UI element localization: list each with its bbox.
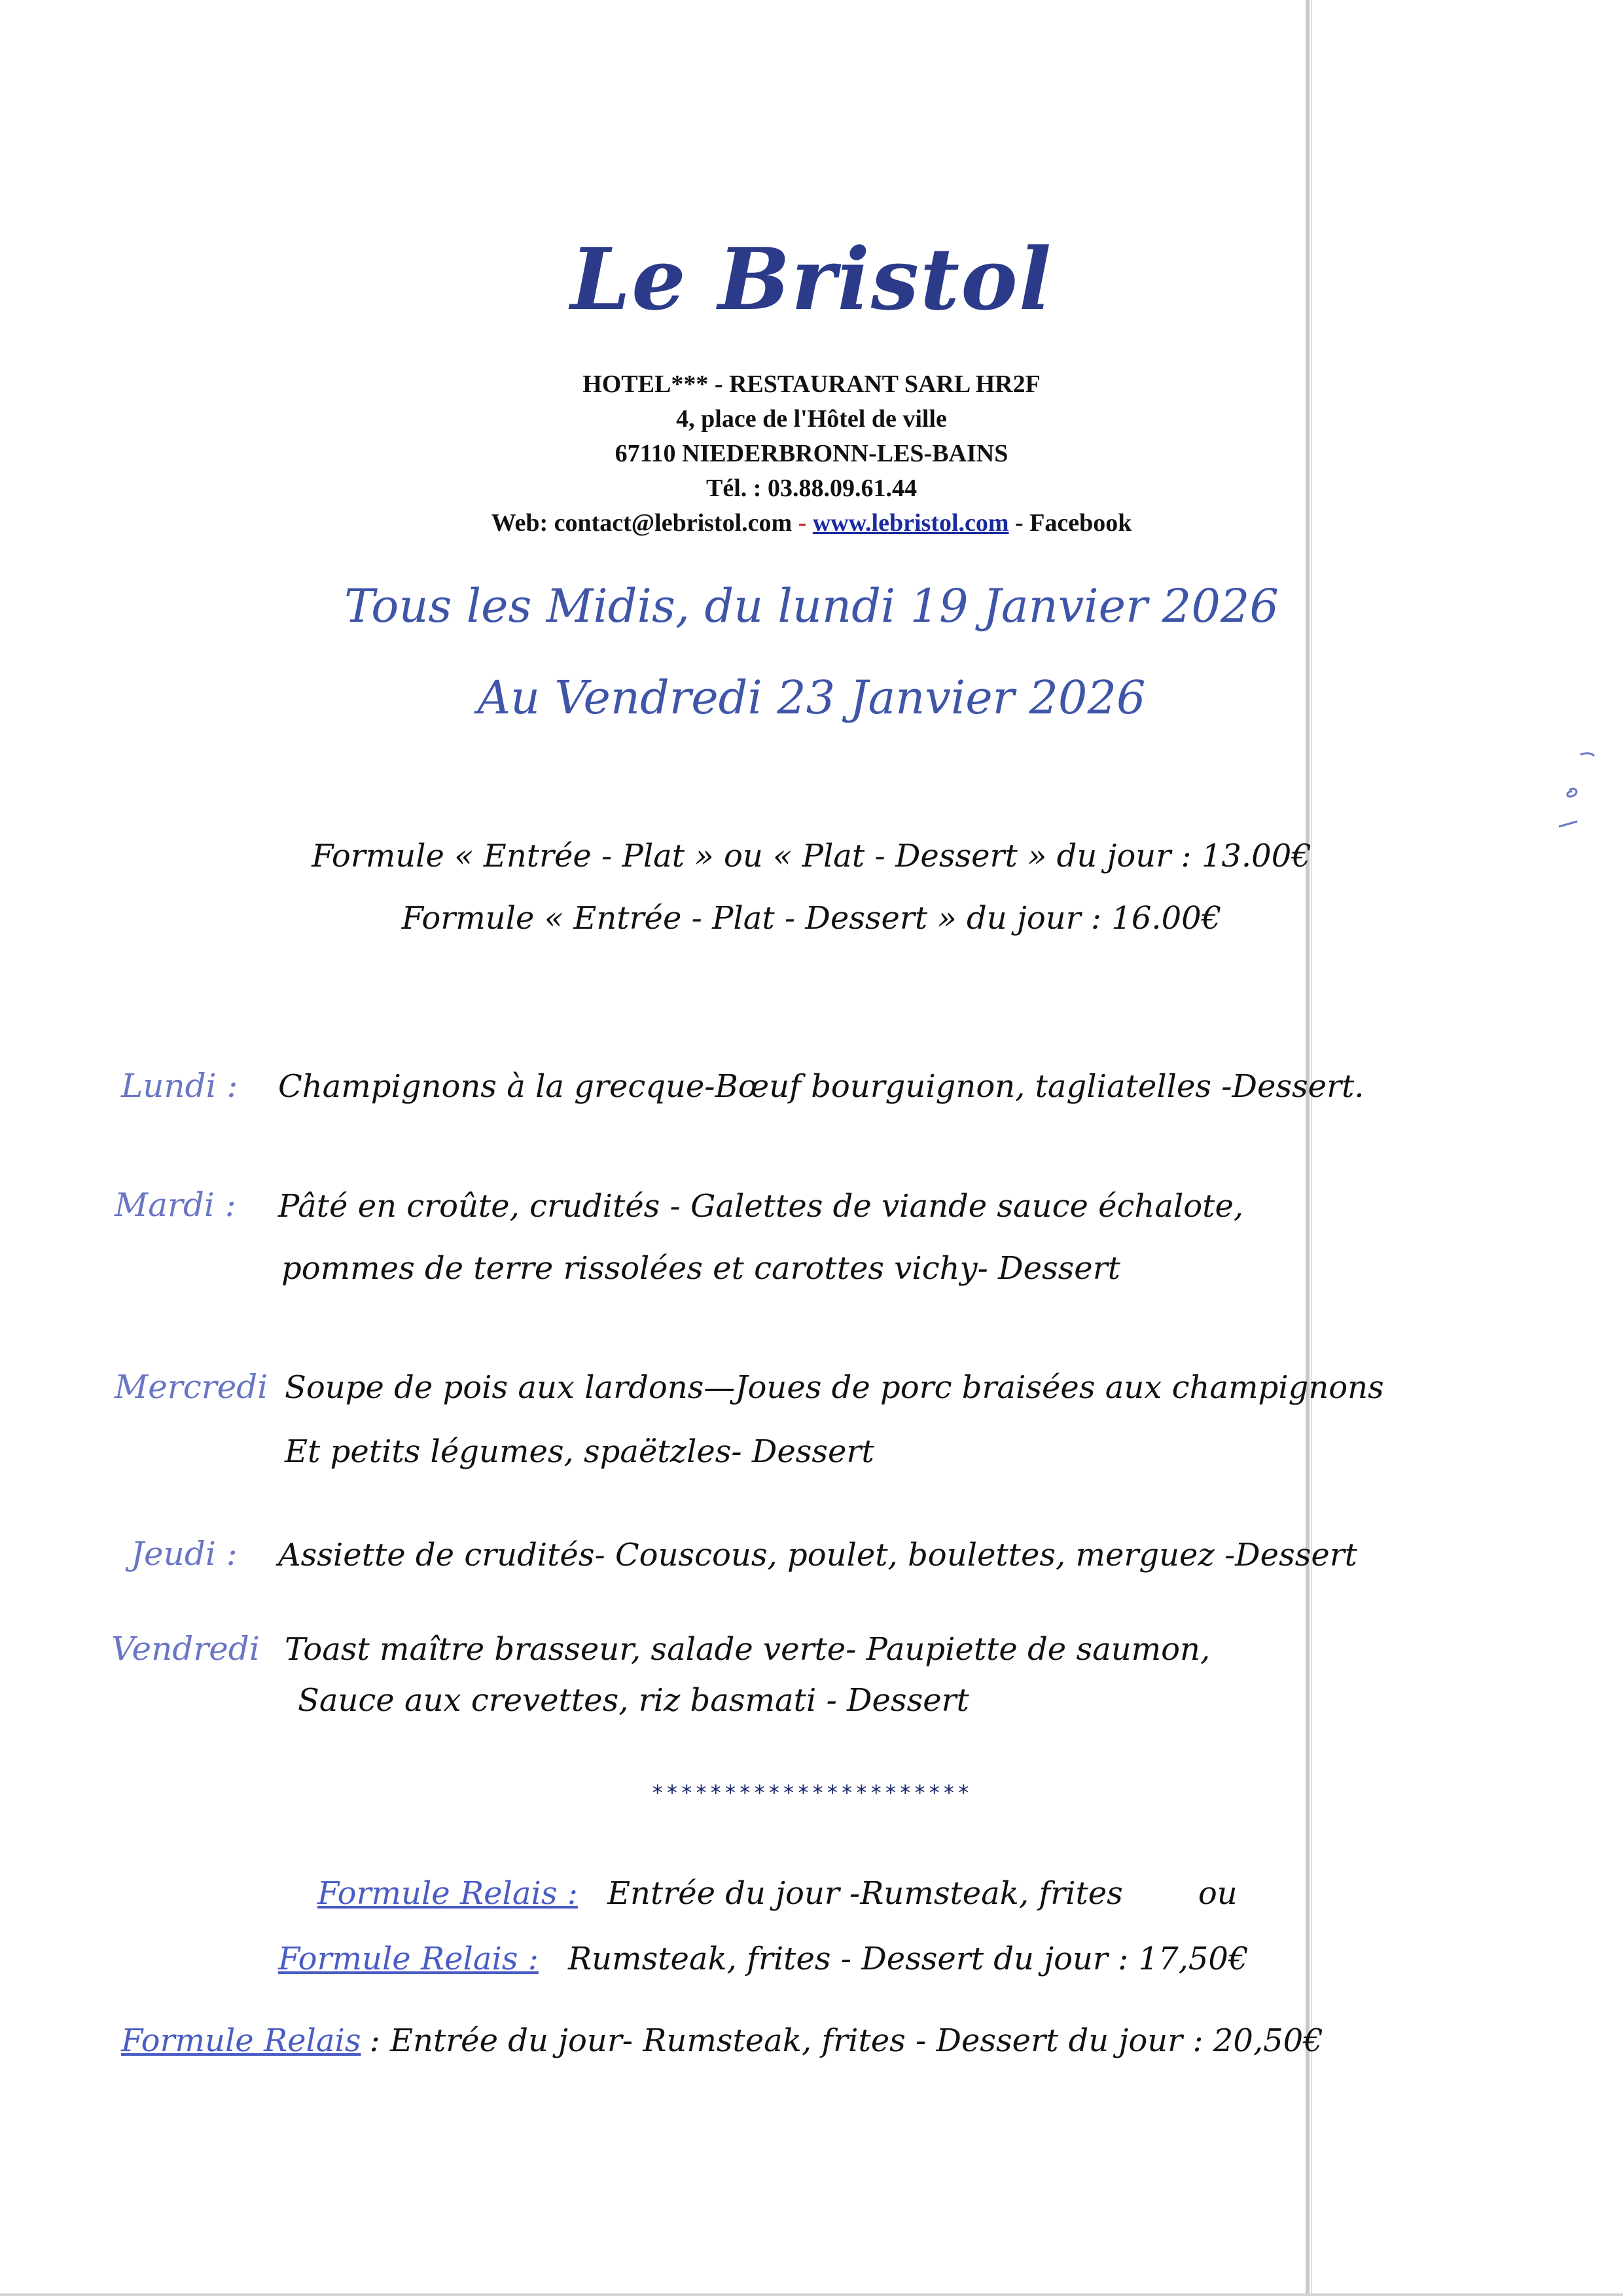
header-city: 67110 NIEDERBRONN-LES-BAINS bbox=[615, 440, 1008, 467]
header-separator: - bbox=[792, 509, 813, 537]
header-facebook: - Facebook bbox=[1008, 509, 1132, 537]
formule-line-2: Formule « Entrée - Plat - Dessert » du jour : 16.00€ bbox=[401, 900, 1222, 937]
relais-text: : Entrée du jour- Rumsteak, frites - Dessert du jour : 20,50€ bbox=[369, 2022, 1323, 2059]
header-company: HOTEL*** - RESTAURANT SARL HR2F bbox=[582, 370, 1041, 398]
header-web bbox=[0, 509, 1623, 537]
day-label-jeudi: Jeudi : bbox=[131, 1535, 238, 1573]
scan-bottom-edge bbox=[0, 2293, 1623, 2296]
period-line-1: Tous les Midis, du lundi 19 Janvier 2026 bbox=[344, 579, 1279, 633]
day-label-mardi: Mardi : bbox=[115, 1186, 236, 1224]
dish-line: Soupe de pois aux lardons—Joues de porc braisées aux champignons bbox=[285, 1369, 1384, 1406]
relais-label: Formule Relais : bbox=[278, 1941, 539, 1977]
relais-label: Formule Relais bbox=[121, 2022, 361, 2059]
scan-fold-line-shadow bbox=[1311, 0, 1312, 2296]
dish-line: Pâté en croûte, crudités - Galettes de viande sauce échalote, bbox=[278, 1188, 1244, 1225]
relais-row-1 bbox=[317, 1875, 1238, 1912]
restaurant-logo: Le Bristol bbox=[570, 229, 1053, 329]
relais-text: Entrée du jour -Rumsteak, frites bbox=[607, 1875, 1123, 1912]
website-link[interactable]: www.lebristol.com bbox=[812, 509, 1009, 537]
dish-line: Champignons à la grecque-Bœuf bourguignon, tagliatelles -Dessert. bbox=[278, 1068, 1364, 1105]
day-label-vendredi: Vendredi bbox=[111, 1630, 260, 1668]
formule-line-1: Formule « Entrée - Plat » ou « Plat - Dessert » du jour : 13.00€ bbox=[312, 838, 1311, 874]
day-label-mercredi: Mercredi bbox=[115, 1368, 268, 1406]
stars-separator: ********************** bbox=[651, 1780, 972, 1805]
relais-text: Rumsteak, frites - Dessert du jour : 17,50€ bbox=[568, 1941, 1249, 1977]
header-address: 4, place de l'Hôtel de ville bbox=[676, 405, 947, 433]
dish-line: Sauce aux crevettes, riz basmati - Dessert bbox=[298, 1682, 969, 1719]
dish-line: Assiette de crudités- Couscous, poulet, boulettes, merguez -Dessert bbox=[278, 1537, 1357, 1573]
period-line-2: Au Vendredi 23 Janvier 2026 bbox=[477, 671, 1146, 725]
relais-label: Formule Relais : bbox=[317, 1875, 578, 1912]
dish-line: pommes de terre rissolées et carottes vichy- Dessert bbox=[281, 1250, 1120, 1287]
header-phone: Tél. : 03.88.09.61.44 bbox=[706, 475, 917, 502]
header-email: Web: contact@lebristol.com bbox=[491, 509, 793, 537]
relais-row-3 bbox=[121, 2022, 1323, 2059]
relais-suffix: ou bbox=[1198, 1875, 1238, 1912]
relais-row-2 bbox=[278, 1941, 1248, 1977]
margin-scribble-mark bbox=[1551, 749, 1597, 841]
scan-fold-line bbox=[1306, 0, 1310, 2296]
day-label-lundi: Lundi : bbox=[121, 1067, 238, 1105]
dish-line: Et petits légumes, spaëtzles- Dessert bbox=[285, 1433, 874, 1470]
dish-line: Toast maître brasseur, salade verte- Paupiette de saumon, bbox=[285, 1631, 1211, 1668]
